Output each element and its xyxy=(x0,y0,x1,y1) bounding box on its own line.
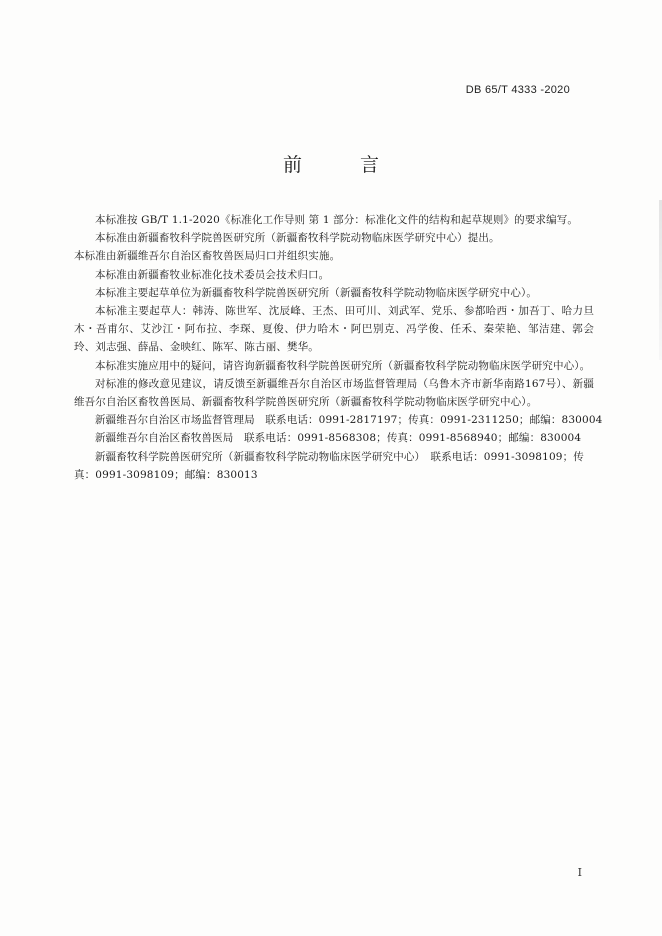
paragraph-drafting-unit: 本标准主要起草单位为新疆畜牧科学院兽医研究所（新疆畜牧科学院动物临床医学研究中心）。 xyxy=(95,286,538,299)
paragraph-feedback: 对标准的修改意见建议，请反馈至新疆维吾尔自治区市场监督管理局（乌鲁木齐市新华南路167号）、新疆维吾尔自治区畜牧兽医局、新疆畜牧科学院兽医研究所（新疆畜牧科学院动物临床医学研究中心）。 xyxy=(74,377,594,409)
contact-animal-husbandry-bureau: 新疆维吾尔自治区畜牧兽医局 联系电话：0991-8568308；传真：0991-8568940；邮编：830004 xyxy=(95,432,582,445)
paragraph-drafting-basis: 本标准按 GB/T 1.1-2020《标准化工作导则 第 1 部分：标准化文件的结构和起草规则》的要求编写。 xyxy=(95,214,579,226)
document-number: DB 65/T 4333 -2020 xyxy=(465,84,570,96)
foreword-body xyxy=(74,211,603,484)
paragraph-implementation: 本标准由新疆维吾尔自治区畜牧兽医局归口并组织实施。 xyxy=(74,250,341,263)
paragraph-proposer: 本标准由新疆畜牧科学院兽医研究所（新疆畜牧科学院动物临床医学研究中心）提出。 xyxy=(95,232,500,245)
paragraph-inquiries: 本标准实施应用中的疑问，请咨询新疆畜牧科学院兽医研究所（新疆畜牧科学院动物临床医学研究中心）。 xyxy=(95,359,591,372)
paragraph-technical-committee: 本标准由新疆畜牧业标准化技术委员会技术归口。 xyxy=(95,268,330,281)
page-number: I xyxy=(577,866,582,879)
page-title: 前 言 xyxy=(282,154,406,176)
contact-market-supervision: 新疆维吾尔自治区市场监督管理局 联系电话：0991-2817197；传真：0991-2311250；邮编：830004 xyxy=(95,414,603,427)
paragraph-drafters: 本标准主要起草人：韩涛、陈世军、沈辰峰、王杰、田可川、刘武军、党乐、参都哈西・加吾丁、哈力旦木・吾甫尔、艾沙江・阿布拉、李琛、夏俊、伊力哈木・阿巴别克、冯学俊、任禾、秦荣艳、邹洁建、郭会玲、刘志强、薛晶、金映红、陈军、陈古丽、樊华。 xyxy=(74,305,594,354)
contact-veterinary-institute: 新疆畜牧科学院兽医研究所（新疆畜牧科学院动物临床医学研究中心） 联系电话：0991-3098109；传真：0991-3098109；邮编：830013 xyxy=(74,450,584,481)
